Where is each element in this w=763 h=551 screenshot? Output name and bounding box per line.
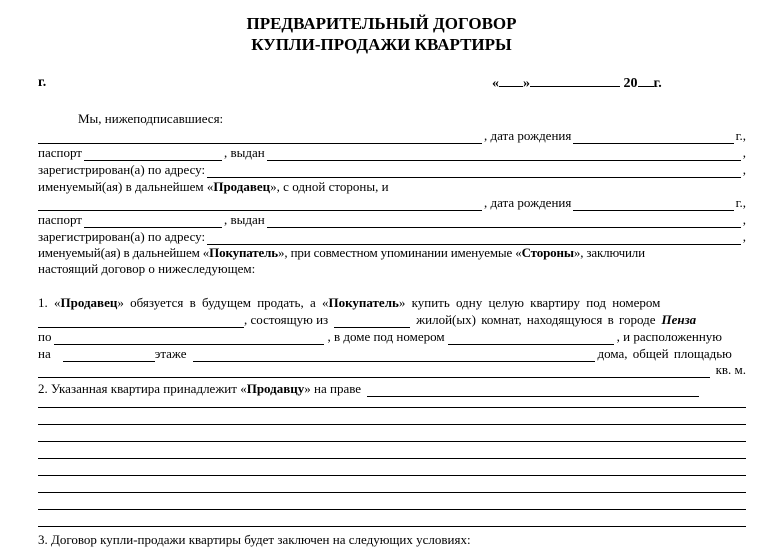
blank-line[interactable]	[38, 526, 746, 527]
clause-2-text-after: » на праве	[304, 381, 362, 396]
buyer-role-text-after: », заключили	[573, 245, 645, 260]
area-blank[interactable]	[38, 365, 710, 378]
buyer-role: Покупатель	[209, 245, 279, 260]
street-blank[interactable]	[54, 332, 324, 345]
clause-2-text-before: 2. Указанная квартира принадлежит «	[38, 381, 247, 396]
clause-1-line-5	[38, 361, 746, 378]
seller-passport-blank[interactable]	[84, 148, 222, 161]
buyer-role-text-before: именуемый(ая) в дальнейшем «	[38, 245, 210, 260]
clause-1-text-c: » купить одну целую квартиру под номером	[398, 295, 661, 310]
ownership-right-blank[interactable]	[367, 384, 699, 397]
comma: ,	[742, 212, 746, 227]
seller-dative-role: Продавцу	[246, 381, 305, 396]
street-label: по	[38, 329, 52, 344]
year-prefix: 20	[623, 76, 638, 91]
issued-by-label: , выдан	[223, 212, 265, 227]
month-blank[interactable]	[530, 74, 620, 87]
clause-1-line-2	[38, 311, 746, 328]
clause-3-line: 3. Договор купли-продажи квартиры будет заключен на следующих условиях:	[38, 532, 471, 547]
clause-1-line-4	[38, 345, 746, 362]
clause-1-text-b: » обязуется в будущем продать, а «	[117, 295, 329, 310]
seller-role: Продавец	[60, 295, 118, 310]
year-blank[interactable]	[638, 74, 654, 87]
seller-role-text-before: именуемый(ая) в дальнейшем «	[38, 179, 214, 194]
document-title-line-1: ПРЕДВАРИТЕЛЬНЫЙ ДОГОВОР	[246, 14, 517, 33]
buyer-passport-row	[38, 211, 746, 228]
blank-line[interactable]	[38, 458, 746, 459]
date-close-quote: »	[523, 76, 530, 91]
clause-1-text-a: 1. «	[38, 295, 61, 310]
city-label: г.	[38, 75, 47, 90]
clause-1-consisting-text: , состоящую из	[244, 312, 329, 327]
seller-address-row	[38, 161, 746, 178]
blank-line[interactable]	[38, 424, 746, 425]
apartment-number-blank[interactable]	[38, 315, 244, 328]
buyer-name-blank[interactable]	[38, 198, 482, 211]
blank-line[interactable]	[38, 441, 746, 442]
rooms-count-blank[interactable]	[334, 315, 410, 328]
clause-1-line-3	[38, 328, 746, 345]
located-label: , и расположенную	[616, 329, 723, 344]
comma: ,	[742, 145, 746, 160]
buyer-name-row	[38, 194, 746, 211]
date-open-quote: «	[492, 76, 499, 91]
blank-line[interactable]	[38, 407, 746, 408]
city-name: Пенза	[661, 312, 697, 327]
seller-role-text-after: », с одной стороны, и	[270, 179, 389, 194]
date-field[interactable]	[492, 74, 662, 92]
floor-label: этаже	[154, 346, 187, 361]
year-suffix: г.	[653, 76, 662, 91]
clause-1-line-1	[38, 294, 746, 311]
issued-by-label: , выдан	[223, 145, 265, 160]
clause-1-rooms-text: жилой(ых) комнат, находящуюся в городе	[416, 312, 656, 327]
buyer-role-text-middle: », при совместном упоминании именуемые «	[278, 245, 522, 260]
seller-role-line	[38, 178, 746, 195]
seller-address-blank[interactable]	[207, 165, 741, 178]
passport-label: паспорт	[38, 145, 82, 160]
comma: ,	[742, 162, 746, 177]
buyer-issued-by-blank[interactable]	[267, 215, 741, 228]
buyer-address-row	[38, 228, 746, 245]
document-title-line-2: КУПЛИ-ПРОДАЖИ КВАРТИРЫ	[251, 35, 512, 54]
buyer-passport-blank[interactable]	[84, 215, 222, 228]
blank-line[interactable]	[38, 492, 746, 493]
intro-text: Мы, нижеподписавшиеся:	[78, 111, 224, 126]
floor-label-on: на	[38, 346, 51, 361]
parties-term: Стороны	[521, 245, 574, 260]
seller-name-blank[interactable]	[38, 131, 482, 144]
buyer-birth-date-blank[interactable]	[573, 198, 733, 211]
house-number-blank[interactable]	[448, 332, 614, 345]
registered-label: зарегистрирован(а) по адресу:	[38, 162, 206, 177]
seller-birth-date-blank[interactable]	[573, 131, 733, 144]
place-date-line	[38, 74, 746, 91]
registered-label: зарегистрирован(а) по адресу:	[38, 229, 206, 244]
year-abbr: г.,	[735, 128, 746, 143]
blank-line[interactable]	[38, 509, 746, 510]
seller-passport-row	[38, 144, 746, 161]
birth-date-label: , дата рождения	[484, 195, 572, 210]
seller-role: Продавец	[213, 179, 271, 194]
clause-2-line	[38, 380, 746, 397]
area-label: дома, общей площадью	[597, 346, 732, 361]
blank-line[interactable]	[38, 475, 746, 476]
day-blank[interactable]	[499, 74, 523, 87]
birth-date-label: , дата рождения	[484, 128, 572, 143]
comma: ,	[742, 229, 746, 244]
year-abbr: г.,	[735, 195, 746, 210]
sq-m-label: кв. м.	[715, 362, 746, 377]
agreement-intro-line: настоящий договор о нижеследующем:	[38, 261, 256, 276]
seller-name-row	[38, 127, 746, 144]
seller-issued-by-blank[interactable]	[267, 148, 741, 161]
buyer-role: Покупатель	[328, 295, 399, 310]
house-number-label: , в доме под номером	[327, 329, 445, 344]
buyer-role-line	[38, 244, 746, 261]
passport-label: паспорт	[38, 212, 82, 227]
